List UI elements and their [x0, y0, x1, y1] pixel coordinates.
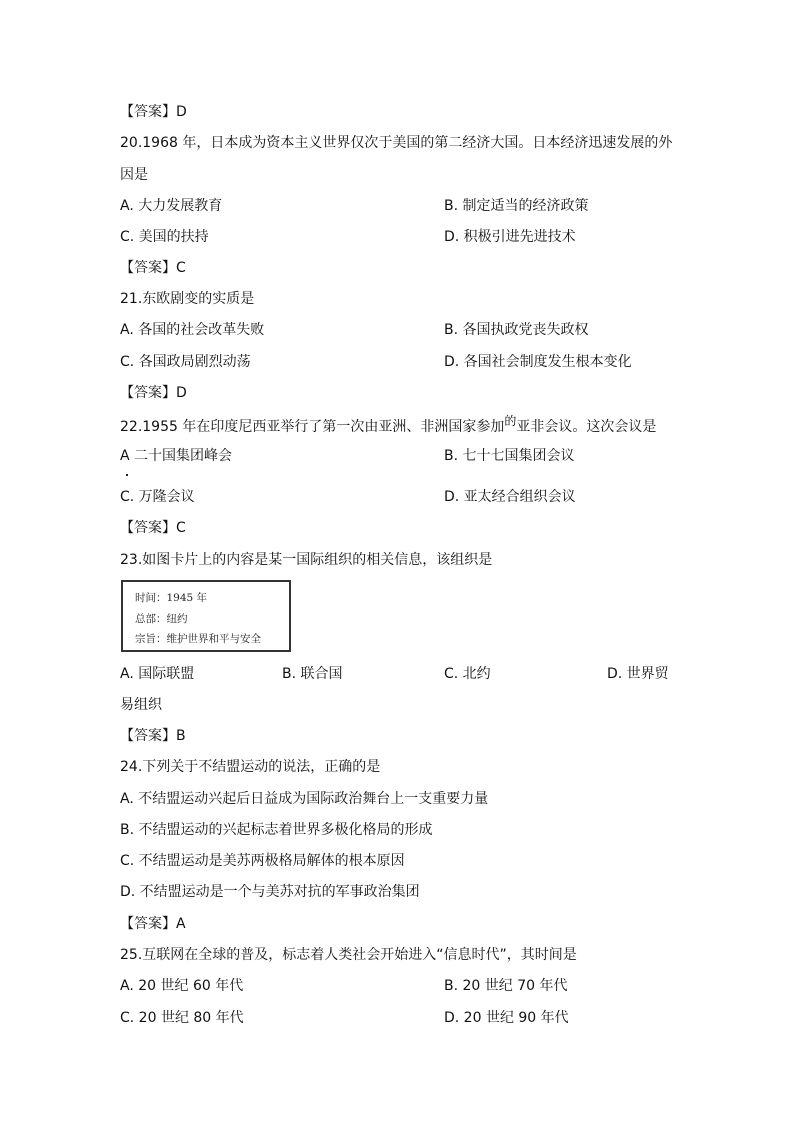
q21-option-a: A. 各国的社会改革失败 [120, 322, 265, 338]
q24-option-c: C. 不结盟运动是美苏两极格局解体的根本原因 [120, 853, 405, 869]
answer-24: 【答案】A [120, 916, 186, 932]
q23-option-c: C. 北约 [444, 666, 491, 682]
answer-23: 【答案】B [120, 728, 186, 744]
card-headquarters: 总部：纽约 [135, 613, 188, 625]
q21-option-d: D. 各国社会制度发生根本变化 [444, 354, 632, 370]
question-21-stem: 21.东欧剧变的实质是 [120, 291, 255, 307]
q22-stem-part-a: 22.1955 年在印度尼西亚举行了第一次由亚洲、非洲国家参加 [120, 419, 505, 435]
question-24-stem: 24.下列关于不结盟运动的说法，正确的是 [120, 759, 381, 775]
q22-stem-part-b: 亚非会议。这次会议是 [516, 419, 657, 435]
q24-option-b: B. 不结盟运动的兴起标志着世界多极化格局的形成 [120, 822, 433, 838]
q20-option-c: C. 美国的扶持 [120, 229, 209, 245]
card-time: 时间：1945 年 [135, 592, 208, 604]
q23-option-d: D. 世界贸 [607, 666, 669, 682]
q22-option-d: D. 亚太经合组织会议 [444, 489, 576, 505]
q20-option-b: B. 制定适当的经济政策 [444, 198, 589, 214]
info-card [121, 580, 291, 652]
question-20-stem-line2: 因是 [120, 167, 148, 183]
q25-option-b: B. 20 世纪 70 年代 [444, 978, 568, 994]
question-22-stem [120, 414, 657, 437]
stray-dot [126, 474, 128, 476]
q24-option-d: D. 不结盟运动是一个与美苏对抗的军事政治集团 [120, 884, 420, 900]
q25-option-a: A. 20 世纪 60 年代 [120, 978, 244, 994]
q20-option-a: A. 大力发展教育 [120, 198, 223, 214]
question-25-stem: 25.互联网在全球的普及，标志着人类社会开始进入“信息时代”，其时间是 [120, 947, 577, 963]
q20-option-d: D. 积极引进先进技术 [444, 229, 576, 245]
answer-21: 【答案】D [120, 385, 187, 401]
q22-stem-de: 的 [504, 414, 517, 428]
q22-option-a: A 二十国集团峰会 [120, 448, 233, 464]
q23-option-a: A. 国际联盟 [120, 666, 195, 682]
q21-option-c: C. 各国政局剧烈动荡 [120, 354, 251, 370]
card-aim: 宗旨：维护世界和平与安全 [135, 633, 261, 645]
answer-22: 【答案】C [120, 520, 186, 536]
q23-option-d-continued: 易组织 [120, 697, 162, 713]
q23-option-b: B. 联合国 [282, 666, 343, 682]
q25-option-d: D. 20 世纪 90 年代 [444, 1010, 569, 1026]
answer-20: 【答案】C [120, 260, 186, 276]
q21-option-b: B. 各国执政党丧失政权 [444, 322, 589, 338]
q25-option-c: C. 20 世纪 80 年代 [120, 1010, 244, 1026]
q22-option-b: B. 七十七国集团会议 [444, 448, 575, 464]
q22-option-c: C. 万隆会议 [120, 489, 195, 505]
q24-option-a: A. 不结盟运动兴起后日益成为国际政治舞台上一支重要力量 [120, 791, 489, 807]
question-23-stem: 23.如图卡片上的内容是某一国际组织的相关信息，该组织是 [120, 552, 493, 568]
answer-19: 【答案】D [120, 104, 187, 120]
question-20-stem-line1: 20.1968 年，日本成为资本主义世界仅次于美国的第二经济大国。日本经济迅速发展的外 [120, 135, 673, 151]
